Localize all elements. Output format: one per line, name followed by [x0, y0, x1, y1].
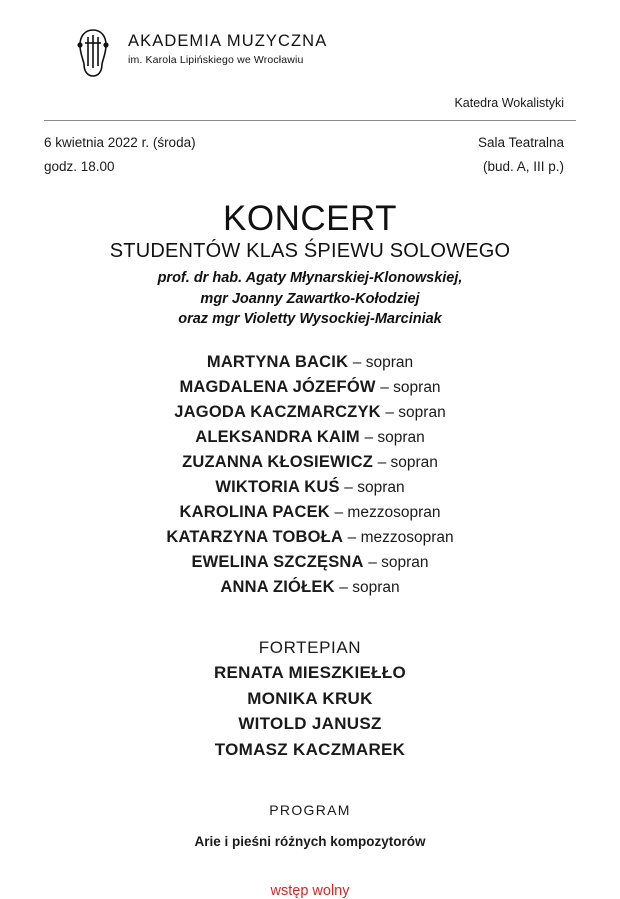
professor-line: oraz mgr Violetty Wysockiej-Marciniak — [178, 311, 442, 328]
performer-name: ZUZANNA KŁOSIEWICZ — [182, 453, 373, 472]
event-date: 6 kwietnia 2022 r. (środa) — [44, 135, 196, 150]
event-venue: Sala Teatralna — [477, 135, 564, 150]
professors-list — [44, 268, 576, 330]
poster-header — [44, 18, 576, 78]
event-venue-detail: (bud. A, III p.) — [482, 158, 564, 174]
title-block — [44, 200, 576, 330]
list-item — [44, 550, 576, 575]
list-item — [44, 450, 576, 475]
event-time: godz. 18.00 — [44, 158, 115, 174]
lyre-logo-icon — [72, 26, 114, 78]
performer-name: MARTYNA BACIK — [206, 352, 349, 371]
performer-name: EWELINA SZCZĘSNA — [191, 553, 364, 572]
header-divider — [44, 120, 576, 121]
performer-voice: – sopran — [352, 353, 414, 371]
piano-section — [44, 635, 576, 763]
department-label: Katedra Wokalistyki — [454, 96, 564, 110]
page-title: KONCERT — [223, 199, 397, 239]
program-description: Arie i pieśni różnych kompozytorów — [194, 834, 426, 850]
meta-row-time — [44, 155, 576, 179]
list-item: WITOLD JANUSZ — [238, 714, 382, 734]
piano-heading: FORTEPIAN — [258, 637, 362, 657]
performer-voice: – sopran — [380, 378, 441, 396]
performer-voice: – sopran — [368, 554, 429, 572]
performer-voice: – sopran — [377, 454, 438, 472]
list-item — [44, 350, 576, 375]
performer-voice: – sopran — [385, 403, 446, 421]
list-item: TOMASZ KACZMAREK — [214, 739, 406, 759]
institution-name — [128, 24, 327, 66]
list-item: RENATA MIESZKIEŁŁO — [213, 663, 407, 683]
event-meta — [44, 131, 576, 178]
performer-voice: – mezzosopran — [347, 529, 454, 547]
performer-voice: – sopran — [364, 429, 425, 447]
list-item — [44, 575, 576, 600]
meta-row-date — [44, 131, 576, 155]
performer-name: MAGDALENA JÓZEFÓW — [179, 377, 376, 396]
performer-name: JAGODA KACZMARCZYK — [174, 402, 381, 421]
institution-line1: AKADEMIA MUZYCZNA — [128, 32, 328, 50]
performer-voice: – mezzosopran — [334, 504, 441, 522]
performer-name: ALEKSANDRA KAIM — [195, 428, 360, 447]
list-item — [44, 375, 576, 400]
list-item — [44, 475, 576, 500]
performers-list — [44, 350, 576, 601]
list-item — [44, 400, 576, 425]
performer-voice: – sopran — [344, 479, 405, 497]
program-title: PROGRAM — [269, 802, 351, 819]
list-item — [44, 425, 576, 450]
list-item: MONIKA KRUK — [247, 688, 373, 708]
program-section — [44, 802, 576, 849]
list-item — [44, 500, 576, 525]
performer-name: KAROLINA PACEK — [179, 503, 330, 522]
performer-name: ANNA ZIÓŁEK — [220, 578, 335, 597]
institution-line2: im. Karola Lipińskiego we Wrocławiu — [128, 53, 304, 66]
professor-line: prof. dr hab. Agaty Młynarskiej-Klonowskiej, — [157, 270, 463, 287]
performer-name: KATARZYNA TOBOŁA — [166, 528, 344, 547]
performer-voice: – sopran — [339, 579, 400, 597]
professor-line: mgr Joanny Zawartko-Kołodziej — [200, 290, 420, 307]
admission-note: wstęp wolny — [270, 883, 350, 899]
list-item — [44, 525, 576, 550]
performer-name: WIKTORIA KUŚ — [215, 478, 340, 497]
page-subtitle: STUDENTÓW KLAS ŚPIEWU SOLOWEGO — [109, 240, 511, 263]
